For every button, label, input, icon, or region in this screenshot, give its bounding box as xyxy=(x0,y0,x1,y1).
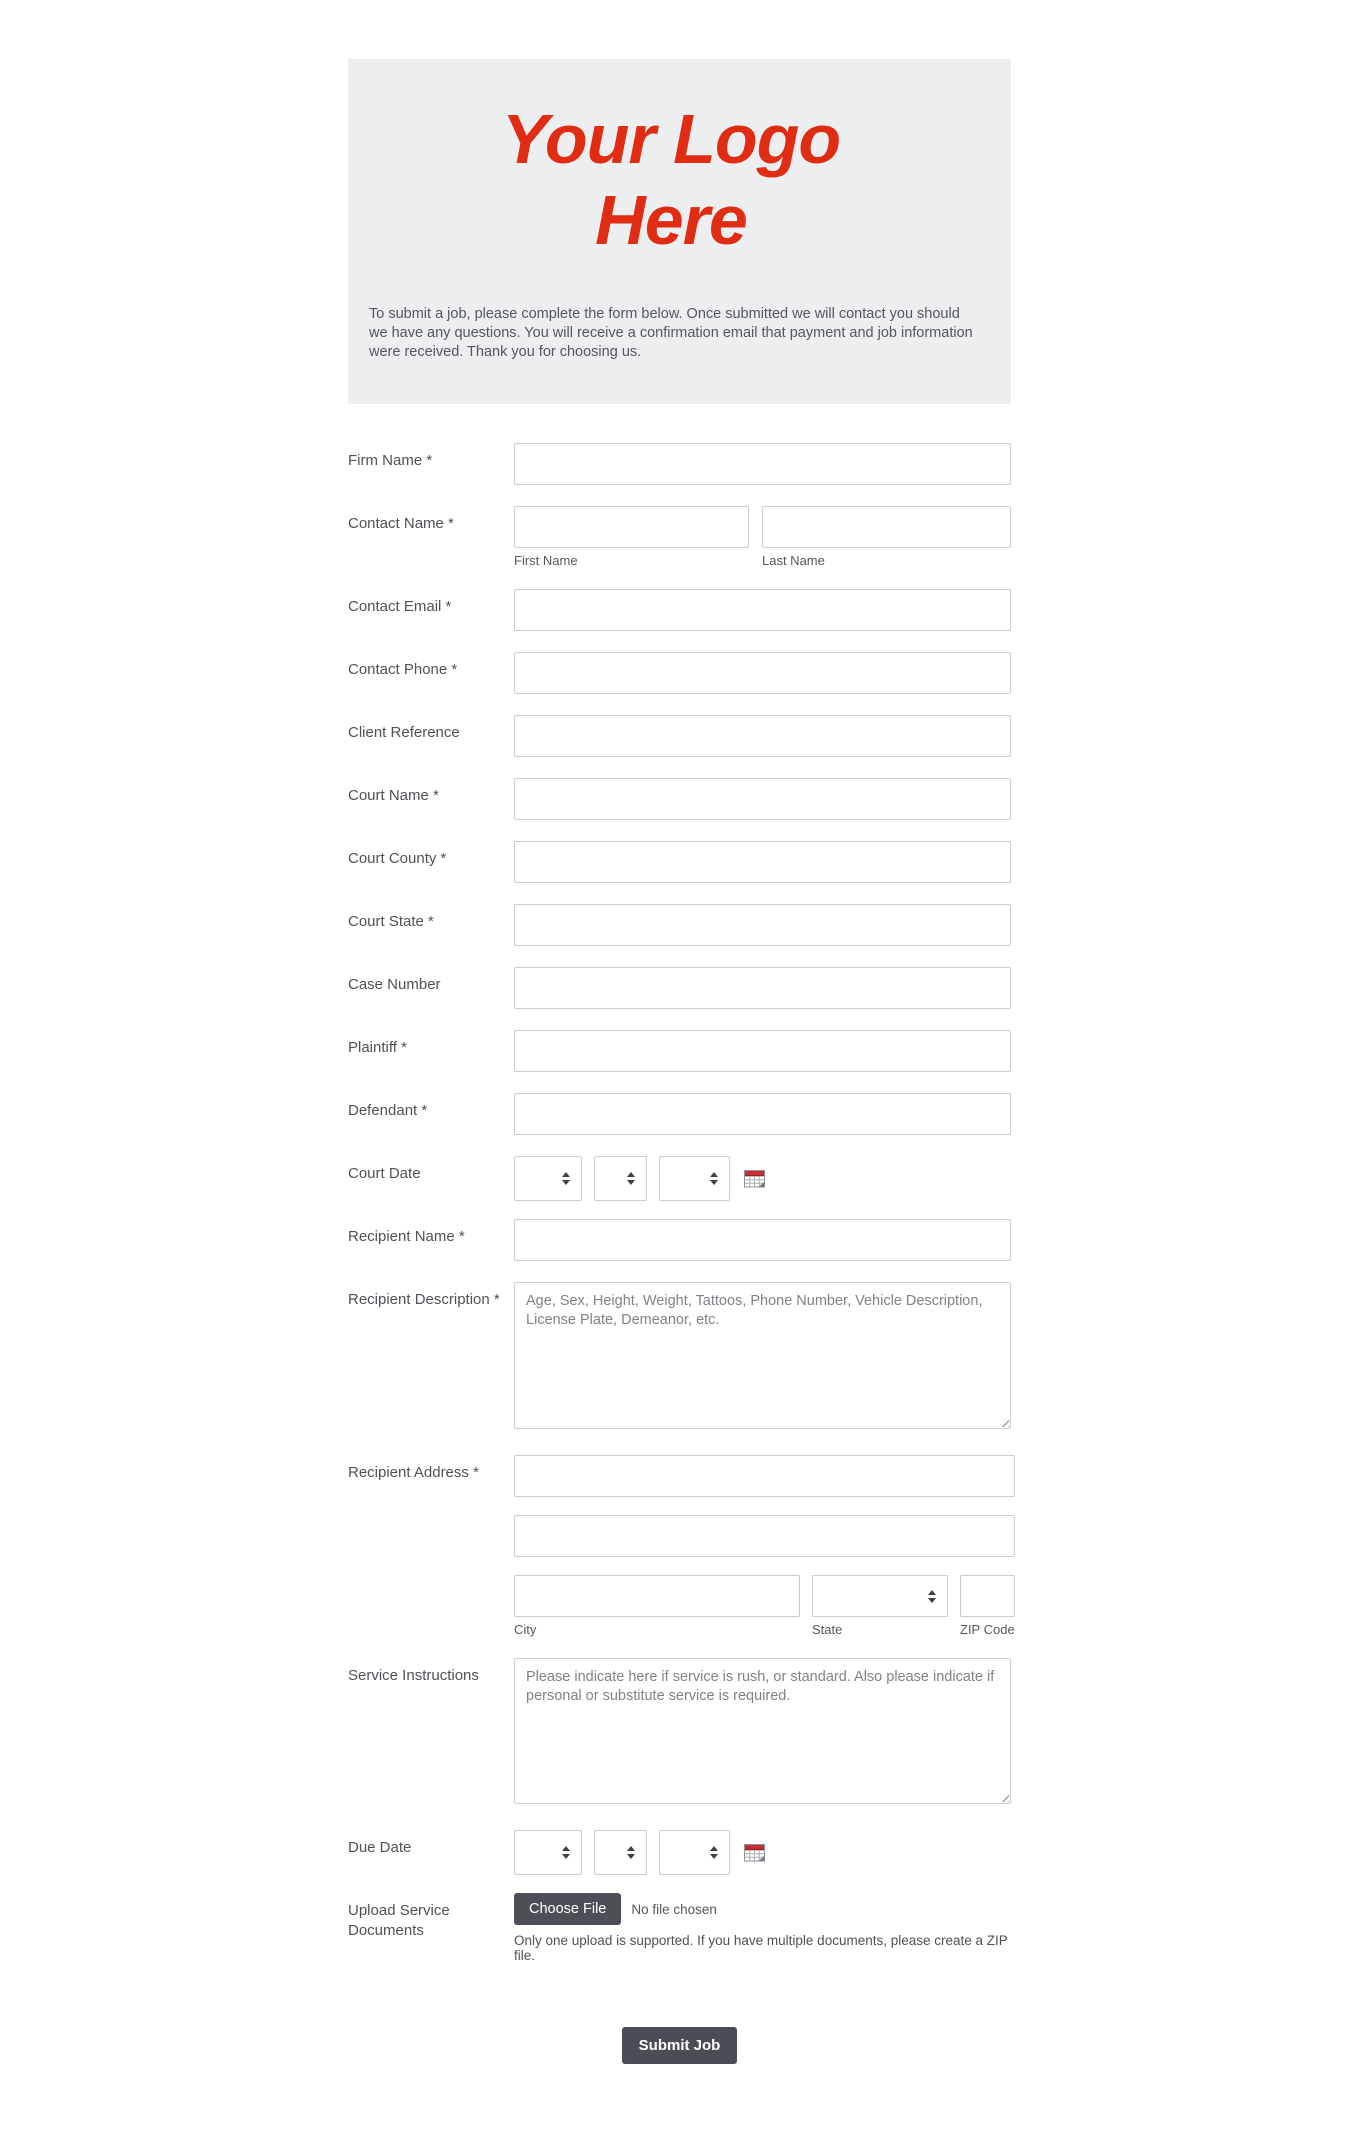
upload-label: Upload Service Documents xyxy=(348,1902,450,1940)
field-row-contact-email xyxy=(348,589,1011,631)
service-instructions-textarea[interactable] xyxy=(514,1658,1011,1804)
first-name-sublabel: First Name xyxy=(514,553,578,569)
due-date-month-select[interactable] xyxy=(514,1830,582,1875)
field-row-client-reference xyxy=(348,715,1011,757)
service-instructions-label: Service Instructions xyxy=(348,1667,479,1685)
contact-first-name-input[interactable] xyxy=(514,506,749,548)
field-row-recipient-name xyxy=(348,1219,1011,1261)
field-row-contact-phone xyxy=(348,652,1011,694)
plaintiff-label: Plaintiff * xyxy=(348,1039,407,1057)
field-row-service-instructions xyxy=(348,1658,1011,1804)
stepper-arrows-icon xyxy=(928,1590,936,1603)
address-line2-input[interactable] xyxy=(514,1515,1015,1557)
field-row-firm-name xyxy=(348,443,1011,485)
zip-code-input[interactable] xyxy=(960,1575,1015,1617)
field-row-court-county xyxy=(348,841,1011,883)
field-row-contact-name xyxy=(348,506,1011,568)
submit-row xyxy=(348,2027,1011,2064)
defendant-label: Defendant * xyxy=(348,1102,428,1120)
stepper-arrows-icon xyxy=(710,1172,718,1185)
choose-file-button[interactable]: Choose File xyxy=(514,1893,621,1925)
form-header xyxy=(348,59,1011,404)
zip-code-sublabel: ZIP Code xyxy=(960,1622,1015,1638)
due-date-label: Due Date xyxy=(348,1839,412,1857)
recipient-description-label: Recipient Description * xyxy=(348,1291,500,1309)
state-select[interactable] xyxy=(812,1575,948,1617)
recipient-description-textarea[interactable] xyxy=(514,1282,1011,1429)
client-reference-label: Client Reference xyxy=(348,724,460,742)
stepper-arrows-icon xyxy=(562,1172,570,1185)
contact-phone-input[interactable] xyxy=(514,652,1011,694)
field-row-case-number xyxy=(348,967,1011,1009)
logo-line-2: Here xyxy=(595,181,747,260)
firm-name-label: Firm Name * xyxy=(348,452,433,470)
logo-placeholder xyxy=(369,99,983,261)
city-input[interactable] xyxy=(514,1575,800,1617)
court-state-label: Court State * xyxy=(348,913,434,931)
state-sublabel: State xyxy=(812,1622,843,1638)
recipient-name-input[interactable] xyxy=(514,1219,1011,1261)
court-state-input[interactable] xyxy=(514,904,1011,946)
field-row-recipient-address xyxy=(348,1455,1015,1638)
court-name-input[interactable] xyxy=(514,778,1011,820)
recipient-name-label: Recipient Name * xyxy=(348,1228,465,1246)
field-row-plaintiff xyxy=(348,1030,1011,1072)
file-chosen-status: No file chosen xyxy=(631,1901,717,1917)
calendar-icon[interactable] xyxy=(744,1169,765,1188)
defendant-input[interactable] xyxy=(514,1093,1011,1135)
field-row-due-date xyxy=(348,1830,1011,1875)
contact-name-label: Contact Name * xyxy=(348,515,454,533)
case-number-input[interactable] xyxy=(514,967,1011,1009)
submit-job-button[interactable]: Submit Job xyxy=(622,2027,738,2064)
address-line1-input[interactable] xyxy=(514,1455,1015,1497)
court-date-year-select[interactable] xyxy=(659,1156,730,1201)
court-date-day-select[interactable] xyxy=(594,1156,647,1201)
last-name-sublabel: Last Name xyxy=(762,553,825,569)
stepper-arrows-icon xyxy=(627,1846,635,1859)
court-county-label: Court County * xyxy=(348,850,447,868)
contact-phone-label: Contact Phone * xyxy=(348,661,458,679)
field-row-court-name xyxy=(348,778,1011,820)
calendar-icon[interactable] xyxy=(744,1843,765,1862)
recipient-address-label: Recipient Address * xyxy=(348,1464,479,1482)
field-row-court-state xyxy=(348,904,1011,946)
contact-last-name-input[interactable] xyxy=(762,506,1011,548)
stepper-arrows-icon xyxy=(562,1846,570,1859)
field-row-upload xyxy=(348,1893,1011,1963)
court-county-input[interactable] xyxy=(514,841,1011,883)
court-date-label: Court Date xyxy=(348,1165,421,1183)
upload-helper-text: Only one upload is supported. If you have multiple documents, please create a ZIP file. xyxy=(514,1933,1008,1964)
city-sublabel: City xyxy=(514,1622,537,1638)
due-date-year-select[interactable] xyxy=(659,1830,730,1875)
field-row-recipient-description xyxy=(348,1282,1011,1429)
client-reference-input[interactable] xyxy=(514,715,1011,757)
field-row-court-date xyxy=(348,1156,1011,1201)
field-row-defendant xyxy=(348,1093,1011,1135)
stepper-arrows-icon xyxy=(627,1172,635,1185)
court-name-label: Court Name * xyxy=(348,787,439,805)
job-submission-form xyxy=(348,443,1015,2064)
due-date-day-select[interactable] xyxy=(594,1830,647,1875)
contact-email-input[interactable] xyxy=(514,589,1011,631)
plaintiff-input[interactable] xyxy=(514,1030,1011,1072)
court-date-month-select[interactable] xyxy=(514,1156,582,1201)
intro-text: To submit a job, please complete the form below. Once submitted we will contact you should we have any questions. You will receive a confirmation email that payment and job information were received. Thank you for choosing us. xyxy=(369,306,973,361)
case-number-label: Case Number xyxy=(348,976,441,994)
contact-email-label: Contact Email * xyxy=(348,598,452,616)
firm-name-input[interactable] xyxy=(514,443,1011,485)
stepper-arrows-icon xyxy=(710,1846,718,1859)
logo-line-1: Your Logo xyxy=(501,100,841,178)
page-container xyxy=(348,59,1015,2144)
